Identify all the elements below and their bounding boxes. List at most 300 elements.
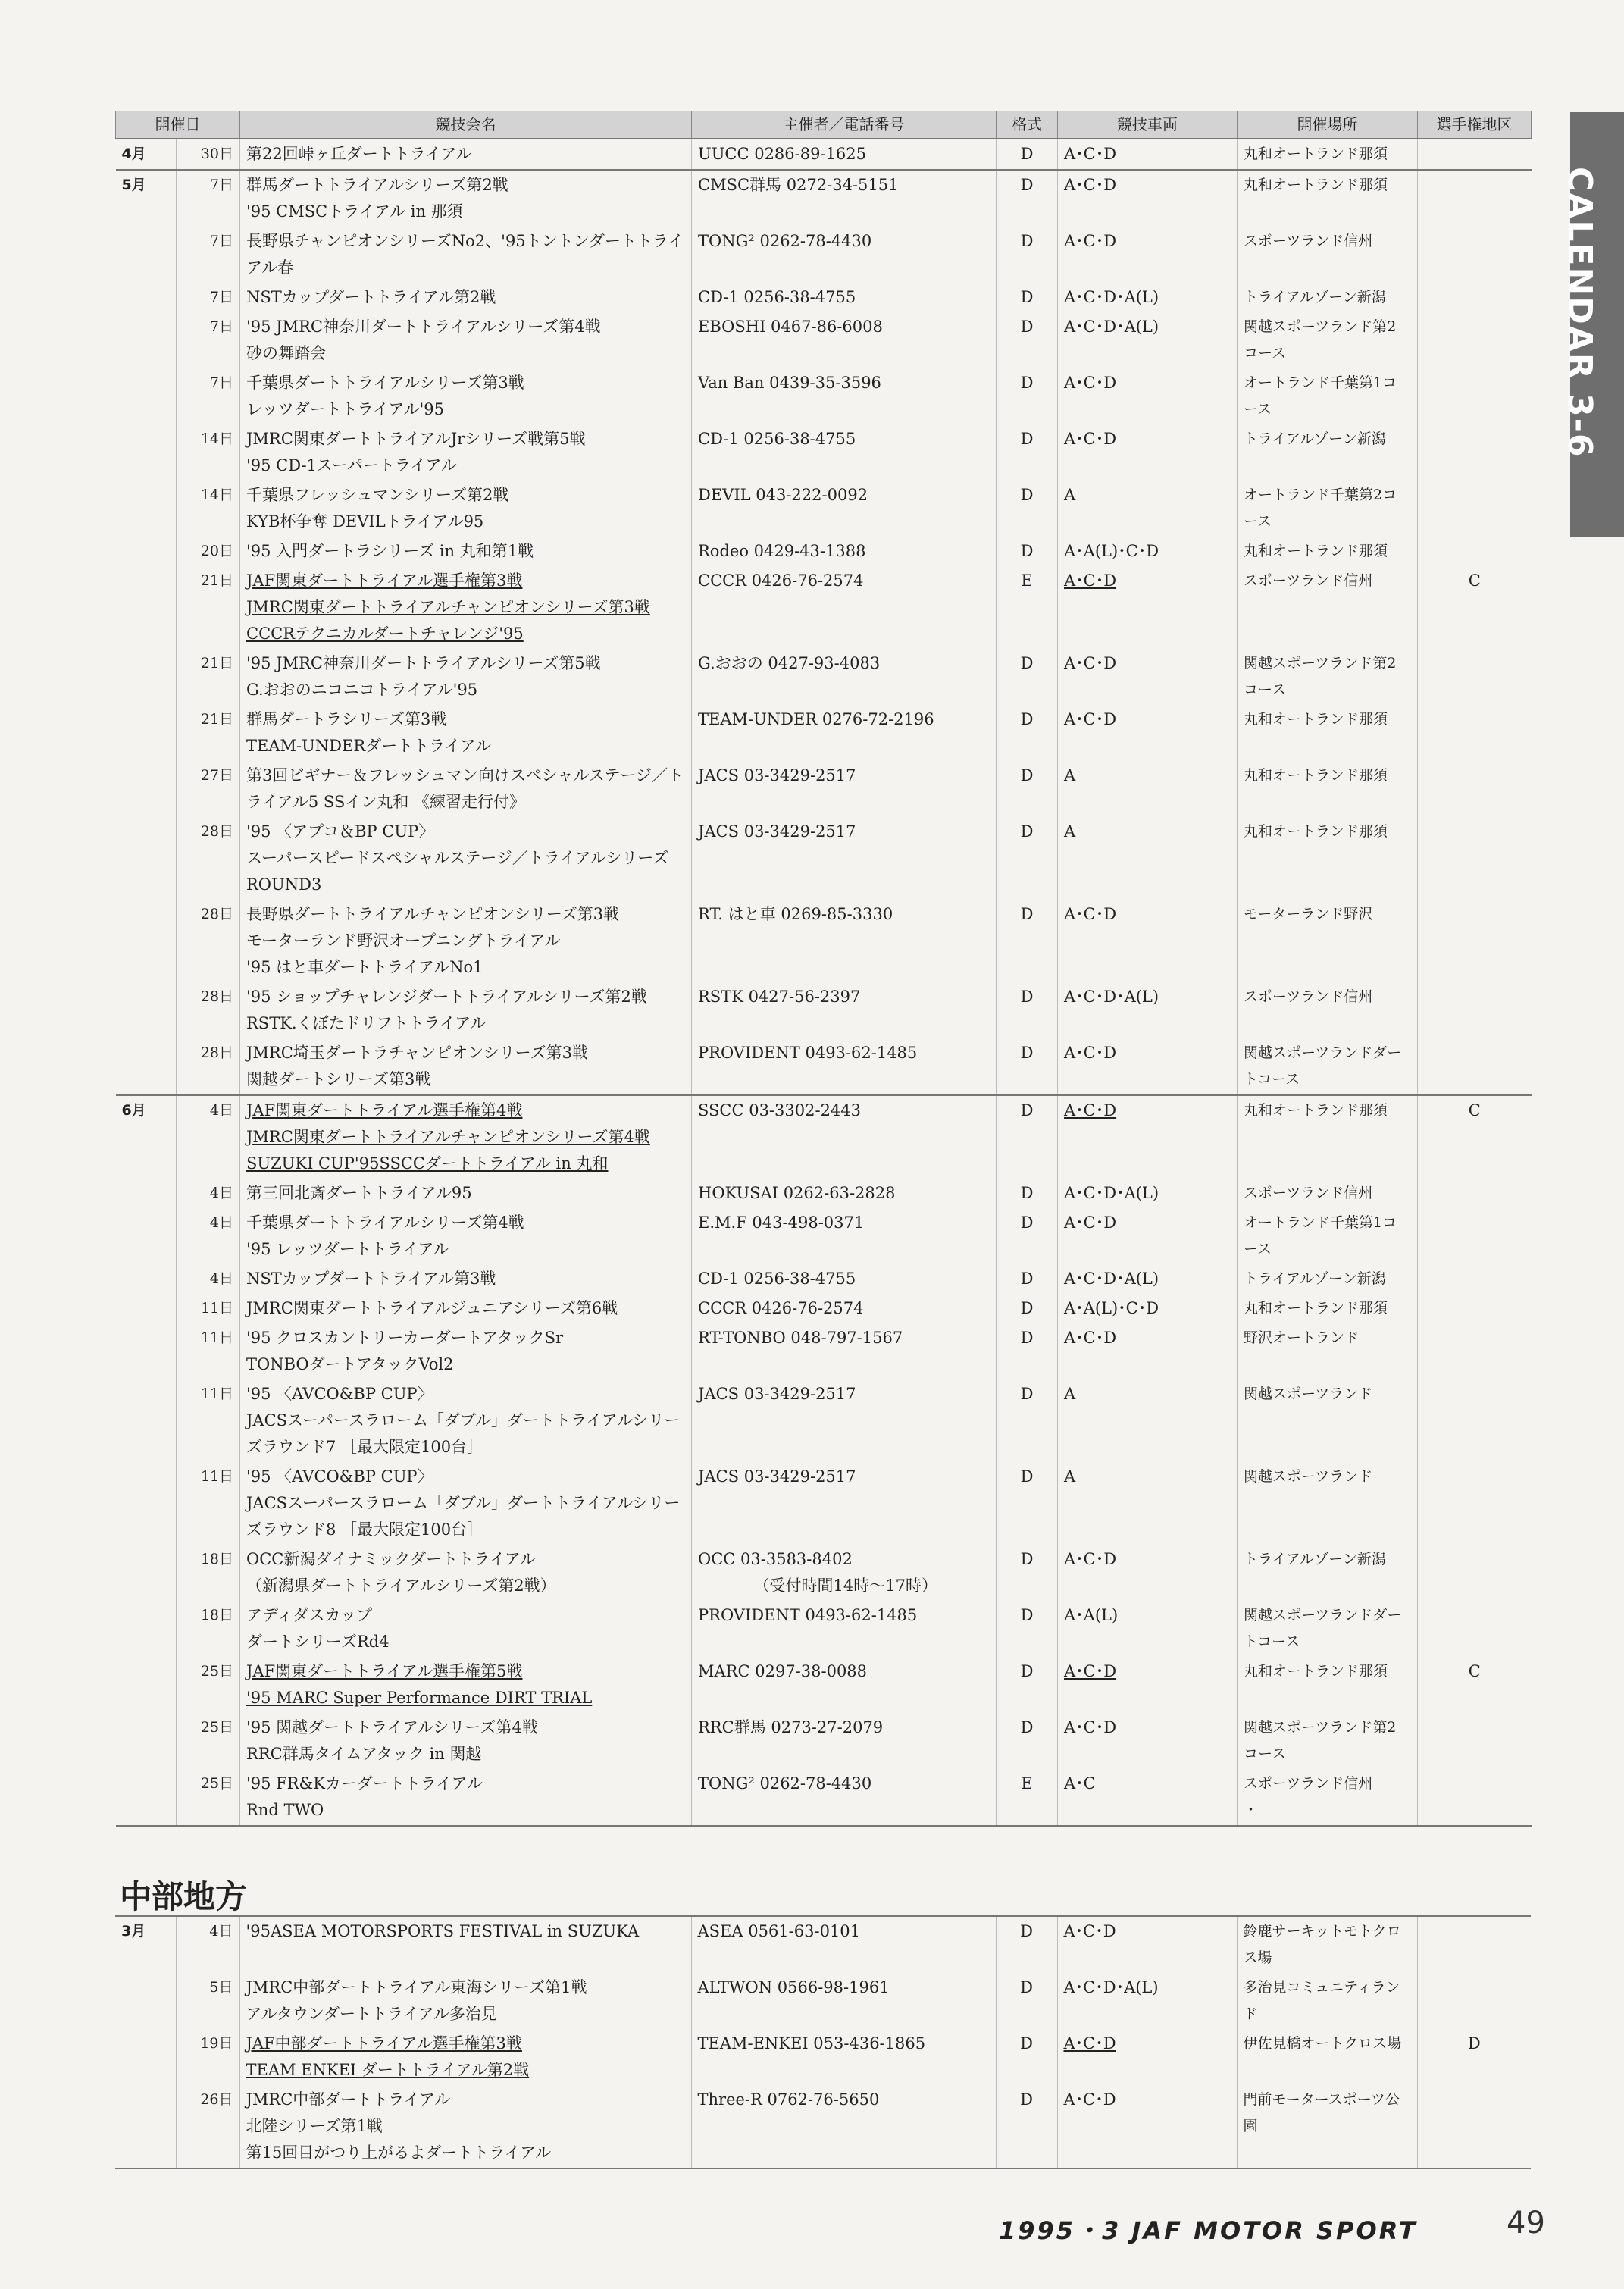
format-cell: D [997, 537, 1058, 566]
organizer-cell [692, 1264, 997, 1294]
table-row [115, 1973, 1531, 2029]
month-cell [116, 1208, 177, 1264]
venue-cell [1238, 900, 1418, 982]
organizer-cell [692, 1545, 997, 1601]
text-line: 丸和オートランド那須 [1244, 711, 1388, 728]
format-cell: D [997, 1601, 1058, 1657]
venue-cell [1238, 1294, 1418, 1323]
day-cell: 28日 [177, 900, 240, 982]
event-name-cell [240, 1294, 692, 1323]
venue-cell [1238, 649, 1418, 705]
text-line: モーターランド野沢オープニングトライアル [246, 932, 561, 950]
format-cell: E [997, 1769, 1058, 1826]
text-line: 丸和オートランド那須 [1244, 177, 1388, 193]
venue-cell [1237, 1973, 1417, 2029]
venue-cell [1238, 1038, 1418, 1095]
vehicles-text: A･C･D [1064, 1329, 1117, 1347]
vehicles-cell [1058, 1179, 1238, 1208]
text-line: RRC群馬 0273-27-2079 [698, 1718, 884, 1736]
region-cell [1418, 1601, 1532, 1657]
region-cell [1418, 1545, 1532, 1601]
month-cell [116, 1545, 177, 1601]
text-line: 丸和オートランド那須 [1244, 146, 1388, 162]
text-line: 関越スポーツランド第2 [1244, 655, 1397, 672]
header-venue: 開催場所 [1238, 111, 1418, 139]
text-line: スポーツランド信州 [1244, 1185, 1373, 1201]
event-name-cell [240, 1208, 692, 1264]
event-name-cell [240, 1657, 692, 1713]
venue-cell [1238, 139, 1418, 170]
day-cell: 18日 [177, 1545, 240, 1601]
venue-cell [1238, 227, 1418, 283]
text-line: '95 関越ダートトライアルシリーズ第4戦 [246, 1718, 538, 1736]
region-cell [1418, 982, 1532, 1038]
month-cell [115, 1973, 176, 2029]
text-line: 砂の舞踏会 [246, 344, 326, 362]
event-name-cell [240, 1601, 692, 1657]
text-line: HOKUSAI 0262-63-2828 [698, 1184, 896, 1202]
text-line: （受付時間14時～17時） [698, 1577, 937, 1595]
organizer-cell [692, 761, 997, 817]
text-line: PROVIDENT 0493-62-1485 [698, 1606, 918, 1624]
vehicles-cell [1058, 1545, 1238, 1601]
event-name-cell [239, 1973, 691, 2029]
text-line: アルタウンダートトライアル多治見 [246, 2005, 497, 2023]
venue-cell [1238, 761, 1418, 817]
text-line: 丸和オートランド那須 [1244, 1663, 1388, 1680]
format-cell: D [996, 2085, 1057, 2168]
venue-cell [1238, 1379, 1418, 1462]
month-cell [116, 817, 177, 900]
table-row [116, 424, 1532, 481]
event-name-cell [240, 1264, 692, 1294]
text-line: CCCR 0426-76-2574 [698, 571, 864, 590]
text-line: NSTカップダートトライアル第3戦 [246, 1270, 496, 1288]
event-name-cell [240, 817, 692, 900]
text-line: スポーツランド信州 [1244, 1775, 1373, 1792]
vehicles-text: A･C･D [1064, 710, 1117, 728]
format-cell: D [997, 1545, 1058, 1601]
text-line: JMRC関東ダートトライアルチャンピオンシリーズ第4戦 [246, 1128, 650, 1146]
venue-cell [1238, 1179, 1418, 1208]
venue-cell [1238, 170, 1418, 227]
day-cell: 28日 [177, 982, 240, 1038]
event-name-cell [240, 424, 692, 481]
event-name-cell [240, 649, 692, 705]
vehicles-text: A･C･D [1064, 905, 1117, 923]
text-line: 第22回峠ヶ丘ダートトライアル [246, 145, 472, 163]
text-line: ダートシリーズRd4 [246, 1633, 390, 1651]
vehicles-cell [1058, 170, 1238, 227]
vehicles-text: A･C･D [1063, 2034, 1116, 2053]
vehicles-text: A･C･D [1063, 1922, 1116, 1940]
text-line: CD-1 0256-38-4755 [698, 288, 856, 306]
vehicles-cell [1058, 1657, 1238, 1713]
format-cell: D [997, 817, 1058, 900]
header-event-name: 競技会名 [240, 111, 692, 139]
organizer-cell [692, 1601, 997, 1657]
month-cell [116, 761, 177, 817]
format-cell: D [997, 705, 1058, 761]
month-cell: 3月 [115, 1916, 176, 1973]
text-line: '95 〈アプコ＆BP CUP〉 [246, 822, 435, 841]
venue-cell [1238, 1545, 1418, 1601]
format-cell: D [997, 982, 1058, 1038]
month-cell [115, 2085, 176, 2168]
venue-cell [1238, 1208, 1418, 1264]
magazine-footer: 1995・3 JAF MOTOR SPORT [999, 2216, 1418, 2245]
text-line: '95 〈AVCO&BP CUP〉 [246, 1467, 433, 1486]
venue-cell [1238, 1601, 1418, 1657]
organizer-cell [692, 312, 997, 368]
table-header-row [116, 111, 1532, 139]
vehicles-cell [1058, 649, 1238, 705]
vehicles-text: A･C･D [1063, 2090, 1116, 2109]
month-cell [116, 283, 177, 312]
table-row [116, 817, 1532, 900]
text-line: MARC 0297-38-0088 [698, 1662, 868, 1680]
text-line: '95 FR&Kカーダートトライアル [246, 1774, 483, 1793]
month-cell [116, 1601, 177, 1657]
venue-cell [1238, 537, 1418, 566]
text-line: スポーツランド信州 [1244, 572, 1373, 589]
event-name-cell [240, 227, 692, 283]
venue-cell [1238, 1462, 1418, 1545]
text-line: '95 はと車ダートトライアルNo1 [246, 958, 483, 976]
format-cell: D [997, 1323, 1058, 1379]
vehicles-cell [1058, 705, 1238, 761]
region-cell [1418, 283, 1532, 312]
organizer-cell [692, 1769, 997, 1826]
text-line: ス場 [1243, 1949, 1272, 1966]
region-cell [1418, 227, 1532, 283]
organizer-cell [692, 1323, 997, 1379]
vehicles-cell [1058, 1601, 1238, 1657]
text-line: JACSスーパースラローム「ダブル」ダートトライアルシリー [246, 1494, 681, 1512]
vehicles-text: A･C･D･A(L) [1063, 1978, 1159, 1996]
text-line: '95ASEA MOTORSPORTS FESTIVAL in SUZUKA [246, 1922, 640, 1940]
text-line: JMRC中部ダートトライアル [246, 2090, 451, 2109]
text-line: DEVIL 043-222-0092 [698, 486, 868, 504]
text-line: SSCC 03-3302-2443 [698, 1101, 862, 1119]
event-name-cell [240, 283, 692, 312]
text-line: トライアルゾーン新潟 [1244, 1270, 1386, 1287]
event-name-cell [240, 566, 692, 649]
event-name-cell [239, 2029, 691, 2085]
kanto-calendar-table [115, 111, 1532, 1827]
text-line: レッツダートトライアル'95 [246, 400, 444, 418]
organizer-cell [692, 900, 997, 982]
region-cell: D [1417, 2029, 1531, 2085]
text-line: 関越スポーツランド [1244, 1386, 1373, 1402]
text-line: Three-R 0762-76-5650 [697, 2090, 880, 2109]
region-cell: C [1418, 1095, 1532, 1179]
region-cell [1418, 649, 1532, 705]
vehicles-cell [1057, 1916, 1237, 1973]
table-row [116, 1769, 1532, 1826]
header-organizer: 主催者／電話番号 [692, 111, 997, 139]
region-cell [1418, 761, 1532, 817]
region-cell [1418, 1264, 1532, 1294]
vehicles-text: A･C･D･A(L) [1064, 288, 1159, 306]
format-cell: D [997, 1179, 1058, 1208]
region-cell [1418, 1769, 1532, 1826]
event-name-cell [240, 982, 692, 1038]
organizer-cell [692, 139, 997, 170]
region-cell [1417, 1916, 1531, 1973]
vehicles-cell [1058, 139, 1238, 170]
vehicles-text: A･C･D [1064, 430, 1117, 448]
event-name-cell [240, 1545, 692, 1601]
day-cell: 18日 [177, 1601, 240, 1657]
organizer-cell [692, 1462, 997, 1545]
vehicles-text: A･A(L)･C･D [1064, 542, 1159, 560]
organizer-cell [692, 537, 997, 566]
vehicles-text: A･C･D･A(L) [1064, 988, 1159, 1006]
text-line: PROVIDENT 0493-62-1485 [698, 1044, 918, 1062]
month-cell: 6月 [116, 1095, 177, 1179]
region-cell [1418, 1294, 1532, 1323]
month-cell [116, 537, 177, 566]
text-line: 野沢オートランド [1244, 1329, 1360, 1346]
text-line: TEAM-ENKEI 053-436-1865 [697, 2034, 926, 2053]
table-row [116, 1323, 1532, 1379]
organizer-cell [691, 1916, 996, 1973]
month-cell [116, 1294, 177, 1323]
format-cell: D [997, 1657, 1058, 1713]
day-cell: 20日 [177, 537, 240, 566]
venue-cell [1238, 566, 1418, 649]
vehicles-cell [1058, 537, 1238, 566]
format-cell: D [997, 139, 1058, 170]
vehicles-text: A [1064, 822, 1076, 841]
region-cell [1418, 1038, 1532, 1095]
vehicles-cell [1058, 817, 1238, 900]
region-cell: C [1418, 566, 1532, 649]
table-row [116, 312, 1532, 368]
event-name-cell [240, 761, 692, 817]
region-cell [1418, 1208, 1532, 1264]
table-row [116, 761, 1532, 817]
vehicles-text: A･C･D [1064, 1718, 1117, 1736]
region-cell [1418, 1379, 1532, 1462]
venue-cell [1238, 424, 1418, 481]
vehicles-text: A･C･D [1064, 654, 1117, 672]
organizer-cell [692, 170, 997, 227]
organizer-cell [692, 1208, 997, 1264]
table-row [116, 1095, 1532, 1179]
text-line: JMRC関東ダートトライアルジュニアシリーズ第6戦 [246, 1299, 618, 1317]
text-line: 関越スポーツランド第2 [1244, 318, 1397, 335]
region-cell [1418, 170, 1532, 227]
format-cell: D [997, 170, 1058, 227]
vehicles-cell [1058, 1294, 1238, 1323]
text-line: 鈴鹿サーキットモトクロ [1243, 1923, 1401, 1940]
text-line: JACS 03-3429-2517 [698, 1385, 856, 1403]
format-cell: D [997, 1294, 1058, 1323]
table-row [116, 1545, 1532, 1601]
text-line: JACS 03-3429-2517 [698, 822, 856, 841]
event-name-cell [239, 1916, 691, 1973]
month-cell [116, 982, 177, 1038]
venue-cell [1237, 2085, 1417, 2168]
event-name-cell [240, 1769, 692, 1826]
vehicles-text: A･C･D [1064, 1044, 1117, 1062]
table-row [115, 2085, 1531, 2168]
month-cell [115, 2029, 176, 2085]
text-line: EBOSHI 0467-86-6008 [698, 318, 883, 336]
text-line: ライアル5 SSイン丸和 《練習走行付》 [246, 793, 526, 811]
month-cell [116, 1713, 177, 1769]
region-cell [1418, 1462, 1532, 1545]
vehicles-text: A･C･D [1064, 1101, 1117, 1119]
region-cell [1418, 368, 1532, 424]
text-line: モーターランド野沢 [1244, 906, 1373, 922]
vehicles-text: A･A(L)･C･D [1064, 1299, 1159, 1317]
vehicles-cell [1058, 1713, 1238, 1769]
text-line: 長野県チャンピオンシリーズNo2、'95トントンダートトライ [246, 232, 684, 250]
event-name-cell [240, 1038, 692, 1095]
month-cell [116, 900, 177, 982]
table-row [116, 566, 1532, 649]
text-line: JMRC関東ダートトライアルチャンピオンシリーズ第3戦 [246, 598, 650, 616]
text-line: 関越スポーツランドダー [1244, 1044, 1402, 1061]
text-line: ズラウンド8 ［最大限定100台］ [246, 1520, 483, 1539]
text-line: ース [1244, 513, 1272, 530]
month-cell [116, 227, 177, 283]
text-line: '95 JMRC神奈川ダートトライアルシリーズ第4戦 [246, 318, 601, 336]
header-format: 格式 [997, 111, 1058, 139]
text-line: JACS 03-3429-2517 [698, 766, 856, 784]
day-cell: 5日 [176, 1973, 239, 2029]
organizer-cell [692, 817, 997, 900]
day-cell: 14日 [177, 481, 240, 537]
table-row [116, 1179, 1532, 1208]
format-cell: D [997, 368, 1058, 424]
page-number: 49 [1507, 2206, 1545, 2240]
text-line: トライアルゾーン新潟 [1244, 431, 1386, 447]
format-cell: D [997, 1208, 1058, 1264]
format-cell: E [997, 566, 1058, 649]
vehicles-cell [1057, 1973, 1237, 2029]
format-cell: D [997, 1095, 1058, 1179]
day-cell: 11日 [177, 1323, 240, 1379]
text-line: 千葉県フレッシュマンシリーズ第2戦 [246, 486, 509, 504]
text-line: ・ [1244, 1802, 1259, 1818]
region-cell [1417, 1973, 1531, 2029]
table-row [116, 1294, 1532, 1323]
event-name-cell [240, 1095, 692, 1179]
region-cell: C [1418, 1657, 1532, 1713]
organizer-cell [691, 1973, 996, 2029]
region-cell [1418, 900, 1532, 982]
vehicles-text: A･C･D [1064, 374, 1117, 392]
venue-cell [1238, 982, 1418, 1038]
vehicles-text: A･A(L) [1064, 1606, 1119, 1624]
vehicles-cell [1058, 1208, 1238, 1264]
organizer-cell [692, 705, 997, 761]
text-line: ALTWON 0566-98-1961 [697, 1978, 890, 1996]
day-cell: 7日 [177, 368, 240, 424]
region-cell [1418, 312, 1532, 368]
text-line: JMRC埼玉ダートラチャンピオンシリーズ第3戦 [246, 1044, 588, 1062]
vehicles-text: A･C･D [1064, 145, 1117, 163]
vehicles-cell [1058, 227, 1238, 283]
event-name-cell [240, 537, 692, 566]
venue-cell [1238, 1713, 1418, 1769]
format-cell: D [996, 2029, 1057, 2085]
text-line: SUZUKI CUP'95SSCCダートトライアル in 丸和 [246, 1154, 609, 1173]
day-cell: 21日 [177, 566, 240, 649]
region-cell [1418, 705, 1532, 761]
text-line: ROUND3 [246, 875, 322, 894]
format-cell: D [997, 1379, 1058, 1462]
text-line: 門前モータースポーツ公 [1243, 2091, 1400, 2108]
table-row [116, 481, 1532, 537]
vehicles-cell [1058, 982, 1238, 1038]
venue-cell [1238, 705, 1418, 761]
day-cell: 11日 [177, 1462, 240, 1545]
text-line: '95 JMRC神奈川ダートトライアルシリーズ第5戦 [246, 654, 601, 672]
text-line: 長野県ダートトライアルチャンピオンシリーズ第3戦 [246, 905, 620, 923]
vehicles-text: A･C･D [1064, 571, 1117, 590]
text-line: 園 [1243, 2118, 1258, 2134]
text-line: （新潟県ダートトライアルシリーズ第2戦） [246, 1577, 556, 1595]
vehicles-cell [1057, 2085, 1237, 2168]
vehicles-text: A･C [1064, 1774, 1096, 1793]
text-line: '95 CMSCトライアル in 那須 [246, 202, 463, 221]
day-cell: 25日 [177, 1769, 240, 1826]
format-cell: D [997, 1264, 1058, 1294]
vehicles-cell [1058, 368, 1238, 424]
organizer-cell [692, 1713, 997, 1769]
text-line: TONG² 0262-78-4430 [698, 232, 872, 250]
text-line: 群馬ダートトライアルシリーズ第2戦 [246, 176, 508, 194]
text-line: CCCR 0426-76-2574 [698, 1299, 864, 1317]
text-line: RRC群馬タイムアタック in 関越 [246, 1745, 482, 1763]
table-row [116, 1038, 1532, 1095]
text-line: OCC 03-3583-8402 [698, 1550, 853, 1568]
day-cell: 28日 [177, 1038, 240, 1095]
text-line: トライアルゾーン新潟 [1244, 1551, 1386, 1567]
venue-cell [1238, 1095, 1418, 1179]
text-line: UUCC 0286-89-1625 [698, 145, 867, 163]
table-row [115, 2029, 1531, 2085]
table-row [116, 170, 1532, 227]
vehicles-text: A･C･D [1064, 1550, 1117, 1568]
vehicles-text: A [1064, 1385, 1076, 1403]
vehicles-cell [1058, 312, 1238, 368]
text-line: 丸和オートランド那須 [1244, 823, 1388, 840]
text-line: トライアルゾーン新潟 [1244, 289, 1386, 305]
text-line: アディダスカップ [246, 1606, 373, 1624]
text-line: TEAM-UNDER 0276-72-2196 [698, 710, 934, 728]
text-line: 千葉県ダートトライアルシリーズ第4戦 [246, 1213, 524, 1232]
organizer-cell [691, 2029, 996, 2085]
region-cell [1418, 1323, 1532, 1379]
text-line: TONBOダートアタックVol2 [246, 1355, 454, 1373]
text-line: RT. はと車 0269-85-3330 [698, 905, 893, 923]
text-line: TONG² 0262-78-4430 [698, 1774, 872, 1793]
month-cell [116, 312, 177, 368]
header-championship-region: 選手権地区 [1418, 111, 1532, 139]
day-cell: 19日 [176, 2029, 239, 2085]
table-row [116, 1462, 1532, 1545]
venue-cell [1238, 368, 1418, 424]
text-line: スーパースピードスペシャルステージ／トライアルシリーズ [246, 849, 669, 867]
month-cell [116, 1462, 177, 1545]
month-cell [116, 1379, 177, 1462]
